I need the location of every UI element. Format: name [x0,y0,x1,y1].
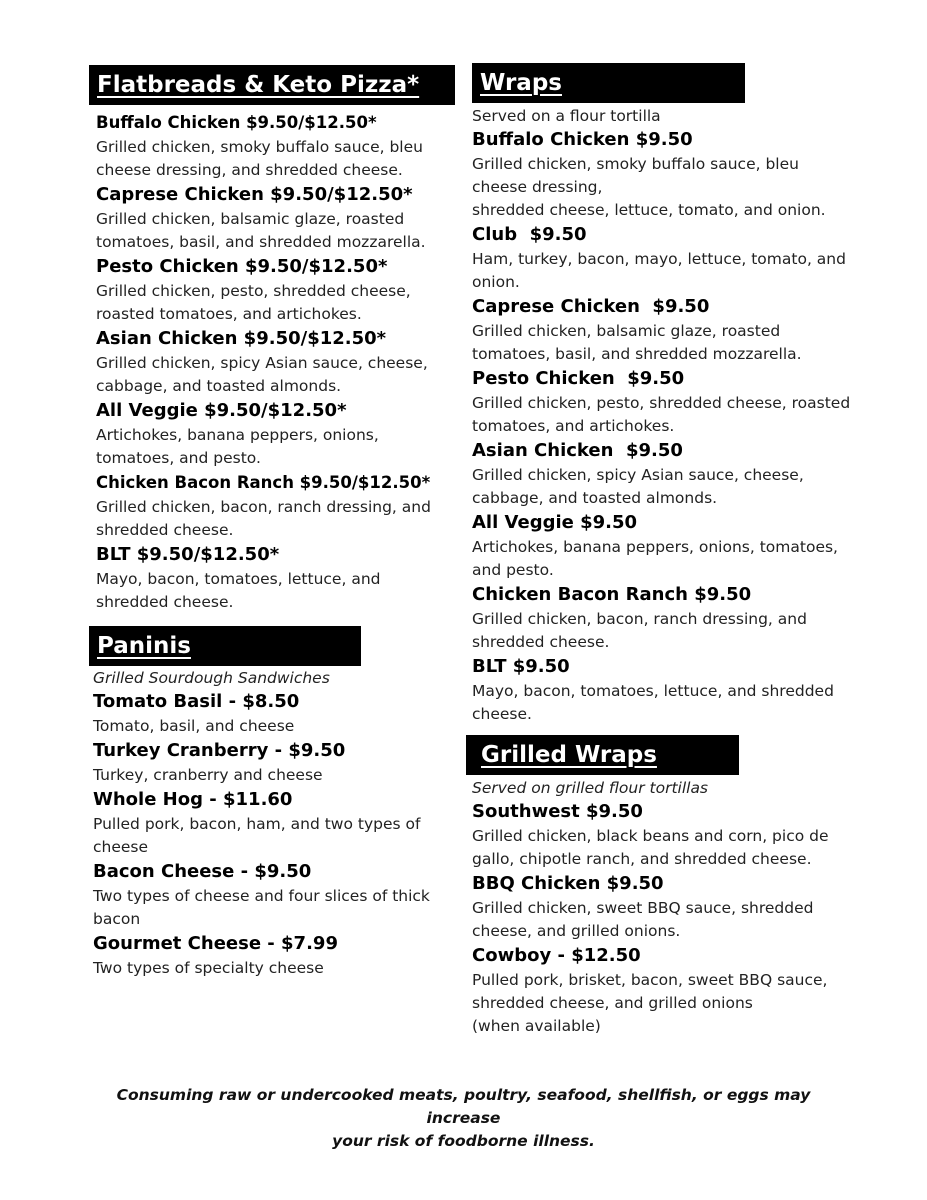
item-description: Grilled chicken, smoky buffalo sauce, bleu cheese dressing, and shredded cheese. [96,138,423,179]
menu-item [472,510,852,582]
item-title: Club $9.50 [472,224,587,245]
item-description: Pulled pork, brisket, bacon, sweet BBQ sauce, shredded cheese, and grilled onions [472,971,828,1012]
item-title: All Veggie $9.50/$12.50* [96,400,347,421]
item-description: Grilled chicken, spicy Asian sauce, cheese, cabbage, and toasted almonds. [96,354,428,395]
menu-item [472,582,852,654]
menu-item [96,182,448,254]
item-description: Grilled chicken, bacon, ranch dressing, and shredded cheese. [96,498,431,539]
menu-item [472,799,852,871]
menu-item [96,398,448,470]
menu-item [93,689,448,738]
menu-item [93,859,448,931]
menu-item [96,110,448,182]
paninis-header: Paninis [89,626,361,666]
menu-item [93,787,448,859]
item-title: Asian Chicken $9.50 [472,440,683,461]
item-description: Artichokes, banana peppers, onions, tomatoes, and pesto. [96,426,379,467]
wraps-list [472,105,852,726]
menu-item [96,326,448,398]
item-description: Grilled chicken, balsamic glaze, roasted tomatoes, basil, and shredded mozzarella. [96,210,426,251]
item-title: BLT $9.50/$12.50* [96,544,280,565]
disclaimer-line: Consuming raw or undercooked meats, poultry, seafood, shellfish, or eggs may increase [116,1086,811,1127]
item-description: Grilled chicken, black beans and corn, pico de gallo, chipotle ranch, and shredded cheese. [472,827,829,868]
item-description: shredded cheese, lettuce, tomato, and onion. [472,201,826,219]
menu-item [472,871,852,943]
menu-item [93,931,448,980]
item-title: Caprese Chicken $9.50 [472,296,710,317]
flatbreads-list [96,110,448,614]
disclaimer-line: your risk of foodborne illness. [332,1132,595,1150]
paninis-list [93,667,448,980]
item-title: Bacon Cheese - $9.50 [93,861,312,882]
item-description: Two types of cheese and four slices of thick bacon [93,887,430,928]
item-description: Grilled chicken, smoky buffalo sauce, bleu cheese dressing, [472,155,799,196]
item-description: Grilled chicken, bacon, ranch dressing, and shredded cheese. [472,610,807,651]
item-title: Buffalo Chicken $9.50 [472,129,693,150]
menu-item [472,366,852,438]
item-description: Pulled pork, bacon, ham, and two types of cheese [93,815,421,856]
grilled-wraps-subtitle: Served on grilled flour tortillas [472,779,709,797]
item-title: Tomato Basil - $8.50 [93,691,300,712]
item-description: Turkey, cranberry and cheese [93,766,323,784]
item-description: Two types of specialty cheese [93,959,324,977]
item-title: Cowboy - $12.50 [472,945,641,966]
item-title: Asian Chicken $9.50/$12.50* [96,328,387,349]
grilled-wraps-header: Grilled Wraps [466,735,739,775]
item-description: Grilled chicken, pesto, shredded cheese, roasted tomatoes, and artichokes. [472,394,851,435]
menu-item [472,943,852,1038]
item-title: Pesto Chicken $9.50 [472,368,685,389]
item-title: Gourmet Cheese - $7.99 [93,933,338,954]
item-description: Mayo, bacon, tomatoes, lettuce, and shredded cheese. [96,570,381,611]
item-title: All Veggie $9.50 [472,512,638,533]
menu-item [96,470,448,542]
item-description: Grilled chicken, spicy Asian sauce, cheese, cabbage, and toasted almonds. [472,466,804,507]
wraps-subtitle: Served on a flour tortilla [472,107,661,125]
item-description: Grilled chicken, pesto, shredded cheese, roasted tomatoes, and artichokes. [96,282,411,323]
item-description: Grilled chicken, balsamic glaze, roasted tomatoes, basil, and shredded mozzarella. [472,322,802,363]
item-title: Chicken Bacon Ranch $9.50/$12.50* [96,473,431,492]
item-description: Mayo, bacon, tomatoes, lettuce, and shredded cheese. [472,682,834,723]
item-description: Ham, turkey, bacon, mayo, lettuce, tomato, and onion. [472,250,846,291]
menu-item [96,254,448,326]
item-title: BBQ Chicken $9.50 [472,873,664,894]
menu-item [472,127,852,222]
menu-item [93,738,448,787]
flatbreads-header: Flatbreads & Keto Pizza* [89,65,455,105]
food-safety-disclaimer [80,1084,847,1153]
menu-item [472,294,852,366]
paninis-subtitle: Grilled Sourdough Sandwiches [93,669,330,687]
item-description: Grilled chicken, sweet BBQ sauce, shredded cheese, and grilled onions. [472,899,814,940]
item-title: Caprese Chicken $9.50/$12.50* [96,184,413,205]
menu-item [472,222,852,294]
item-description: Artichokes, banana peppers, onions, tomatoes, and pesto. [472,538,838,579]
item-description: (when available) [472,1017,601,1035]
item-title: Pesto Chicken $9.50/$12.50* [96,256,388,277]
item-description: Tomato, basil, and cheese [93,717,295,735]
item-title: Whole Hog - $11.60 [93,789,293,810]
grilled-wraps-list [472,777,852,1038]
wraps-header: Wraps [472,63,745,103]
menu-item [472,654,852,726]
item-title: Buffalo Chicken $9.50/$12.50* [96,113,377,132]
item-title: Turkey Cranberry - $9.50 [93,740,346,761]
item-title: Southwest $9.50 [472,801,643,822]
item-title: Chicken Bacon Ranch $9.50 [472,584,752,605]
item-title: BLT $9.50 [472,656,570,677]
menu-item [472,438,852,510]
menu-item [96,542,448,614]
